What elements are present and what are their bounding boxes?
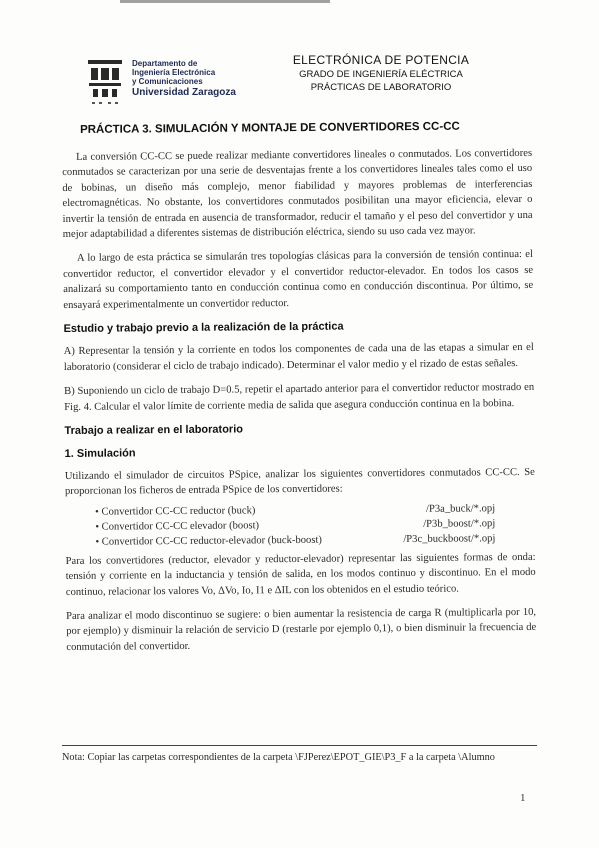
scan-edge-mark [120,0,330,3]
course-title: ELECTRÓNICA DE POTENCIA [292,53,470,67]
converter-label: • Convertidor CC-CC reductor-elevador (buck-boost) [95,532,322,549]
note-divider [62,745,537,746]
simulation-intro: Utilizando el simulador de circuitos PSpice, analizar los siguientes convertidores conmutados CC-CC. Se proporcionan los ficheros de entrada PSpice de los convertidores: [64,466,535,498]
previo-item-b: B) Suponiendo un ciclo de trabajo D=0.5, repetir el apartado anterior para el convertidor reductor mostrado en Fig. 4. Calcular el valor límite de corriente media de salida que asegura conducción continua en la bobina. [64,382,535,413]
converter-path: /P3a_buck/*.opj [425,502,496,515]
discontinuous-paragraph: Para analizar el modo discontinuo se sugiere: o bien aumentar la resistencia de carga R (multiplicarla por 10, por ejemplo) y disminuir la relación de servicio D (restarle por ejemplo 0,1), o bien disminuir la frecuencia de conmutación del convertidor. [66,606,537,653]
dept-line-1: Departamento de [132,59,198,68]
converter-list [65,501,535,550]
lab-heading: Trabajo a realizar en el laboratorio [64,423,244,438]
page-number: 1 [520,792,526,804]
previo-heading: Estudio y trabajo previo a la realización de la práctica [63,320,344,336]
intro-paragraph-2: A lo largo de esta práctica se simularán tres topologías clásicas para la conversión de tensión continua: el convertidor reductor, el convertidor elevador y el convertidor reductor-elevador. En todos los casos se analizará su comportamiento tanto en conducción continua como en conducción discontinua. Por último, se ensayará experimentalmente un convertidor reductor. [63,249,534,311]
list-item [95,531,495,549]
footnote: Nota: Copiar las carpetas correspondientes de la carpeta \FJPerez\EPOT_GIE\P3_F a la carpeta \Alumno [62,752,495,763]
converter-label: • Convertidor CC-CC elevador (boost) [95,518,259,534]
dept-line-2: Ingeniería Electrónica [132,68,216,77]
document-body [62,146,536,664]
university-name: Universidad Zaragoza [132,87,236,98]
university-seal-icon [86,58,124,108]
simulation-heading: 1. Simulación [64,446,136,460]
dept-line-3: y Comunicaciones [132,77,203,86]
department-block [132,59,236,99]
converter-path: /P3c_buckboost/*.opj [403,532,496,545]
converter-path: /P3b_boost/*.opj [423,517,496,530]
intro-paragraph-1: La conversión CC-CC se puede realizar mediante convertidores lineales o conmutados. Los convertidores conmutados se caracterizan por una serie de desventajas frente a los convertidores lineales tales como el uso de bobinas, un diseño más complejo, menor fiabilidad y mayores problemas de interferencias electromagnéticas. No obstante, los convertidores conmutados posibilitan una mayor eficiencia, elevar o invertir la tensión de entrada en ausencia de transformador, reducir el tamaño y el peso del convertidor y una mejor adaptabilidad a diferentes sistemas de distribución eléctrica, siendo su uso cada vez mayor. [62,147,533,241]
course-header [276,52,486,94]
previo-item-a: A) Representar la tensión y la corriente en todos los componentes de cada una de las etapas a simular en el laboratorio (considerar el ciclo de trabajo indicado). Determinar el valor medio y el rizado de estas señales. [63,342,534,373]
modes-paragraph: Para los convertidores (reductor, elevador y reductor-elevador) representar las siguientes formas de onda: tensión y corriente en la inductancia y tensión de salida, en los modos continuo y discontinuo. En el modo continuo, relacionar los valores Vo, ΔVo, Io, I1 e ΔIL con los obtenidos en el estudio teórico. [65,551,536,598]
practice-title: PRÁCTICA 3. SIMULACIÓN Y MONTAJE DE CONVERTIDORES CC-CC [80,120,460,136]
converter-label: • Convertidor CC-CC reductor (buck) [95,503,255,519]
course-type: PRÁCTICAS DE LABORATORIO [310,82,452,93]
course-degree: GRADO DE INGENIERÍA ELÉCTRICA [299,69,463,80]
